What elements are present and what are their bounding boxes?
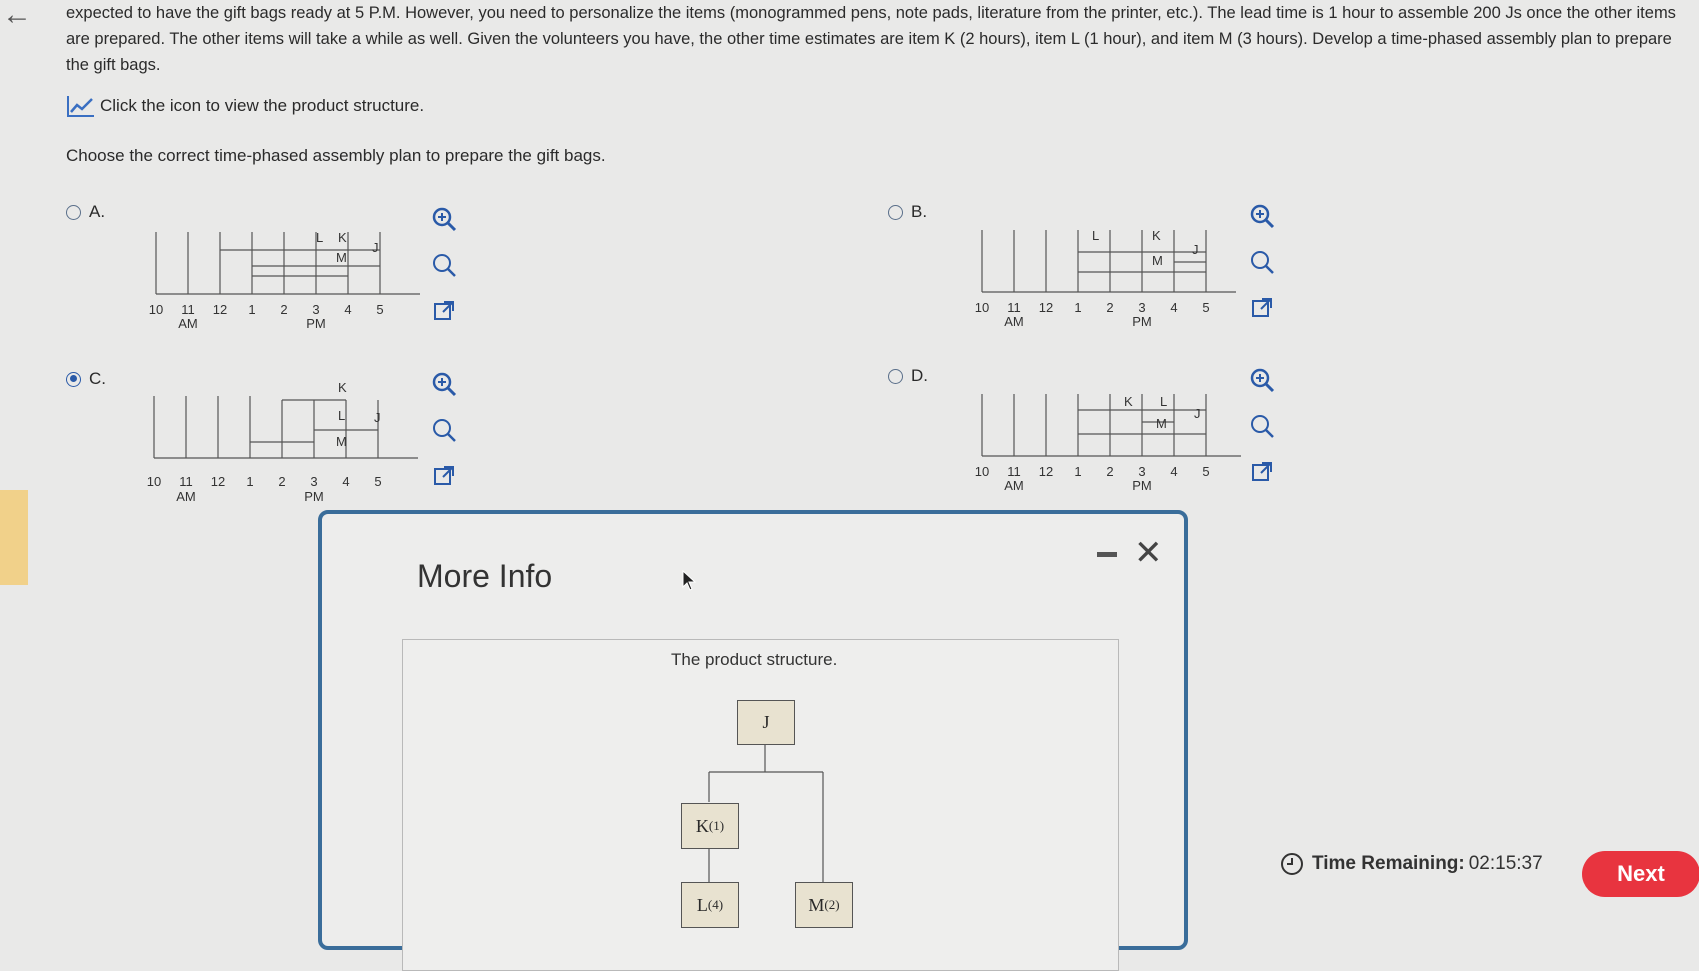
svg-text:4: 4 — [1170, 300, 1178, 315]
back-arrow-icon[interactable]: ← — [2, 0, 32, 31]
timeline-a-item-l: L — [316, 230, 324, 245]
dialog-title: More Info — [417, 558, 553, 594]
option-b-radio[interactable] — [888, 205, 903, 220]
timeline-c-item-m: M — [336, 434, 347, 449]
svg-text:3: 3 — [310, 474, 318, 489]
node-k: K (1) — [681, 803, 739, 849]
next-button[interactable]: Next — [1582, 851, 1699, 897]
svg-text:PM: PM — [1132, 478, 1152, 493]
timeline-c-item-k: K — [338, 382, 347, 395]
svg-text:1: 1 — [1074, 300, 1082, 315]
option-b[interactable] — [888, 202, 927, 222]
problem-text: expected to have the gift bags ready at 5 P.M. However, you need to personalize the items (monogrammed pens, note pads, literature from the printer, etc.). The lead time is 1 hour to assemble 200 Js once the other items are prepared. The other items will take a while as well. Given the volunteers you have, the other time estimates are item K (2 hours), item L (1 hour), and item M (3 hours). Develop a time-phased assembly plan to prepare the gift bags. — [66, 4, 1676, 74]
svg-text:10: 10 — [146, 474, 162, 489]
option-a-label: A. — [89, 202, 106, 221]
svg-text:1: 1 — [248, 302, 256, 317]
svg-text:10: 10 — [148, 302, 164, 317]
svg-text:10: 10 — [974, 464, 990, 479]
timeline-d-item-m: M — [1156, 416, 1167, 431]
svg-text:PM: PM — [1132, 314, 1152, 329]
product-structure-link-text: Click the icon to view the product structure. — [100, 96, 425, 115]
timeline-b-item-j: J — [1192, 242, 1199, 257]
open-external-icon[interactable] — [1248, 458, 1276, 486]
svg-text:12: 12 — [1038, 300, 1054, 315]
node-l: L (4) — [681, 882, 739, 928]
svg-text:11: 11 — [1007, 464, 1021, 479]
option-d-label: D. — [911, 366, 928, 385]
svg-text:AM: AM — [1004, 478, 1024, 493]
timeline-a-item-j: J — [372, 240, 379, 255]
svg-text:2: 2 — [1106, 300, 1114, 315]
mouse-cursor-icon — [682, 570, 698, 597]
timeline-d — [966, 384, 1266, 499]
time-remaining — [1280, 852, 1543, 876]
product-structure-tree — [403, 640, 1118, 970]
option-a-radio[interactable] — [66, 205, 81, 220]
timeline-d-item-j: J — [1194, 406, 1201, 421]
timeline-c-item-l: L — [338, 408, 346, 423]
timeline-c-item-j: J — [374, 410, 381, 425]
timeline-a — [140, 222, 440, 337]
question-prompt: Choose the correct time-phased assembly plan to prepare the gift bags. — [66, 146, 606, 165]
close-icon[interactable]: ✕ — [1134, 534, 1163, 572]
open-external-icon[interactable] — [430, 462, 458, 490]
svg-text:2: 2 — [1106, 464, 1114, 479]
timeline-a-item-k: K — [338, 230, 347, 245]
svg-text:4: 4 — [344, 302, 352, 317]
side-tab — [0, 490, 28, 585]
option-a[interactable] — [66, 202, 105, 222]
open-external-icon[interactable] — [430, 297, 458, 325]
clock-icon — [1280, 852, 1304, 876]
product-structure-panel — [402, 639, 1119, 971]
svg-text:4: 4 — [1170, 464, 1178, 479]
zoom-out-icon[interactable] — [430, 251, 458, 279]
zoom-in-icon[interactable] — [430, 205, 458, 233]
svg-text:10: 10 — [974, 300, 990, 315]
svg-text:1: 1 — [246, 474, 254, 489]
chart-icon[interactable] — [66, 94, 96, 118]
svg-text:5: 5 — [1202, 300, 1210, 315]
option-d-tools — [1248, 366, 1276, 486]
timeline-b-item-l: L — [1092, 228, 1100, 243]
option-b-label: B. — [911, 202, 928, 221]
svg-text:AM: AM — [176, 489, 196, 504]
timeline-b-item-k: K — [1152, 228, 1161, 243]
timeline-d-item-l: L — [1160, 394, 1168, 409]
zoom-in-icon[interactable] — [430, 370, 458, 398]
timeline-b — [966, 220, 1266, 335]
option-c[interactable] — [66, 369, 106, 389]
svg-text:5: 5 — [376, 302, 384, 317]
timer-label: Time Remaining: — [1312, 853, 1465, 874]
svg-text:11: 11 — [1007, 300, 1021, 315]
zoom-out-icon[interactable] — [1248, 412, 1276, 440]
svg-text:AM: AM — [1004, 314, 1024, 329]
option-c-tools — [430, 370, 458, 490]
timeline-c — [138, 382, 438, 515]
svg-text:2: 2 — [278, 474, 286, 489]
node-m: M (2) — [795, 882, 853, 928]
timer-value: 02:15:37 — [1468, 853, 1543, 874]
option-c-label: C. — [89, 369, 106, 388]
zoom-out-icon[interactable] — [430, 416, 458, 444]
zoom-in-icon[interactable] — [1248, 366, 1276, 394]
product-structure-link[interactable] — [66, 94, 424, 118]
svg-text:12: 12 — [212, 302, 228, 317]
svg-text:4: 4 — [342, 474, 350, 489]
svg-text:AM: AM — [178, 316, 198, 331]
product-structure-title: The product structure. — [671, 650, 838, 669]
svg-text:3: 3 — [312, 302, 320, 317]
option-d[interactable] — [888, 366, 928, 386]
svg-text:2: 2 — [280, 302, 288, 317]
svg-text:1: 1 — [1074, 464, 1082, 479]
svg-text:12: 12 — [1038, 464, 1054, 479]
node-j: J — [737, 700, 795, 745]
timeline-b-item-m: M — [1152, 253, 1163, 268]
more-info-dialog — [318, 510, 1188, 950]
option-d-radio[interactable] — [888, 369, 903, 384]
svg-text:PM: PM — [304, 489, 324, 504]
svg-text:11: 11 — [179, 474, 193, 489]
minimize-icon[interactable] — [1097, 552, 1117, 557]
svg-text:5: 5 — [374, 474, 382, 489]
svg-text:3: 3 — [1138, 464, 1146, 479]
option-c-radio[interactable] — [66, 372, 81, 387]
svg-text:11: 11 — [181, 302, 195, 317]
svg-text:5: 5 — [1202, 464, 1210, 479]
zoom-in-icon[interactable] — [1248, 202, 1276, 230]
open-external-icon[interactable] — [1248, 294, 1276, 322]
zoom-out-icon[interactable] — [1248, 248, 1276, 276]
timeline-d-item-k: K — [1124, 394, 1133, 409]
svg-text:3: 3 — [1138, 300, 1146, 315]
timeline-a-item-m: M — [336, 250, 347, 265]
svg-text:PM: PM — [306, 316, 326, 331]
option-b-tools — [1248, 202, 1276, 322]
svg-text:12: 12 — [210, 474, 226, 489]
option-a-tools — [430, 205, 458, 325]
